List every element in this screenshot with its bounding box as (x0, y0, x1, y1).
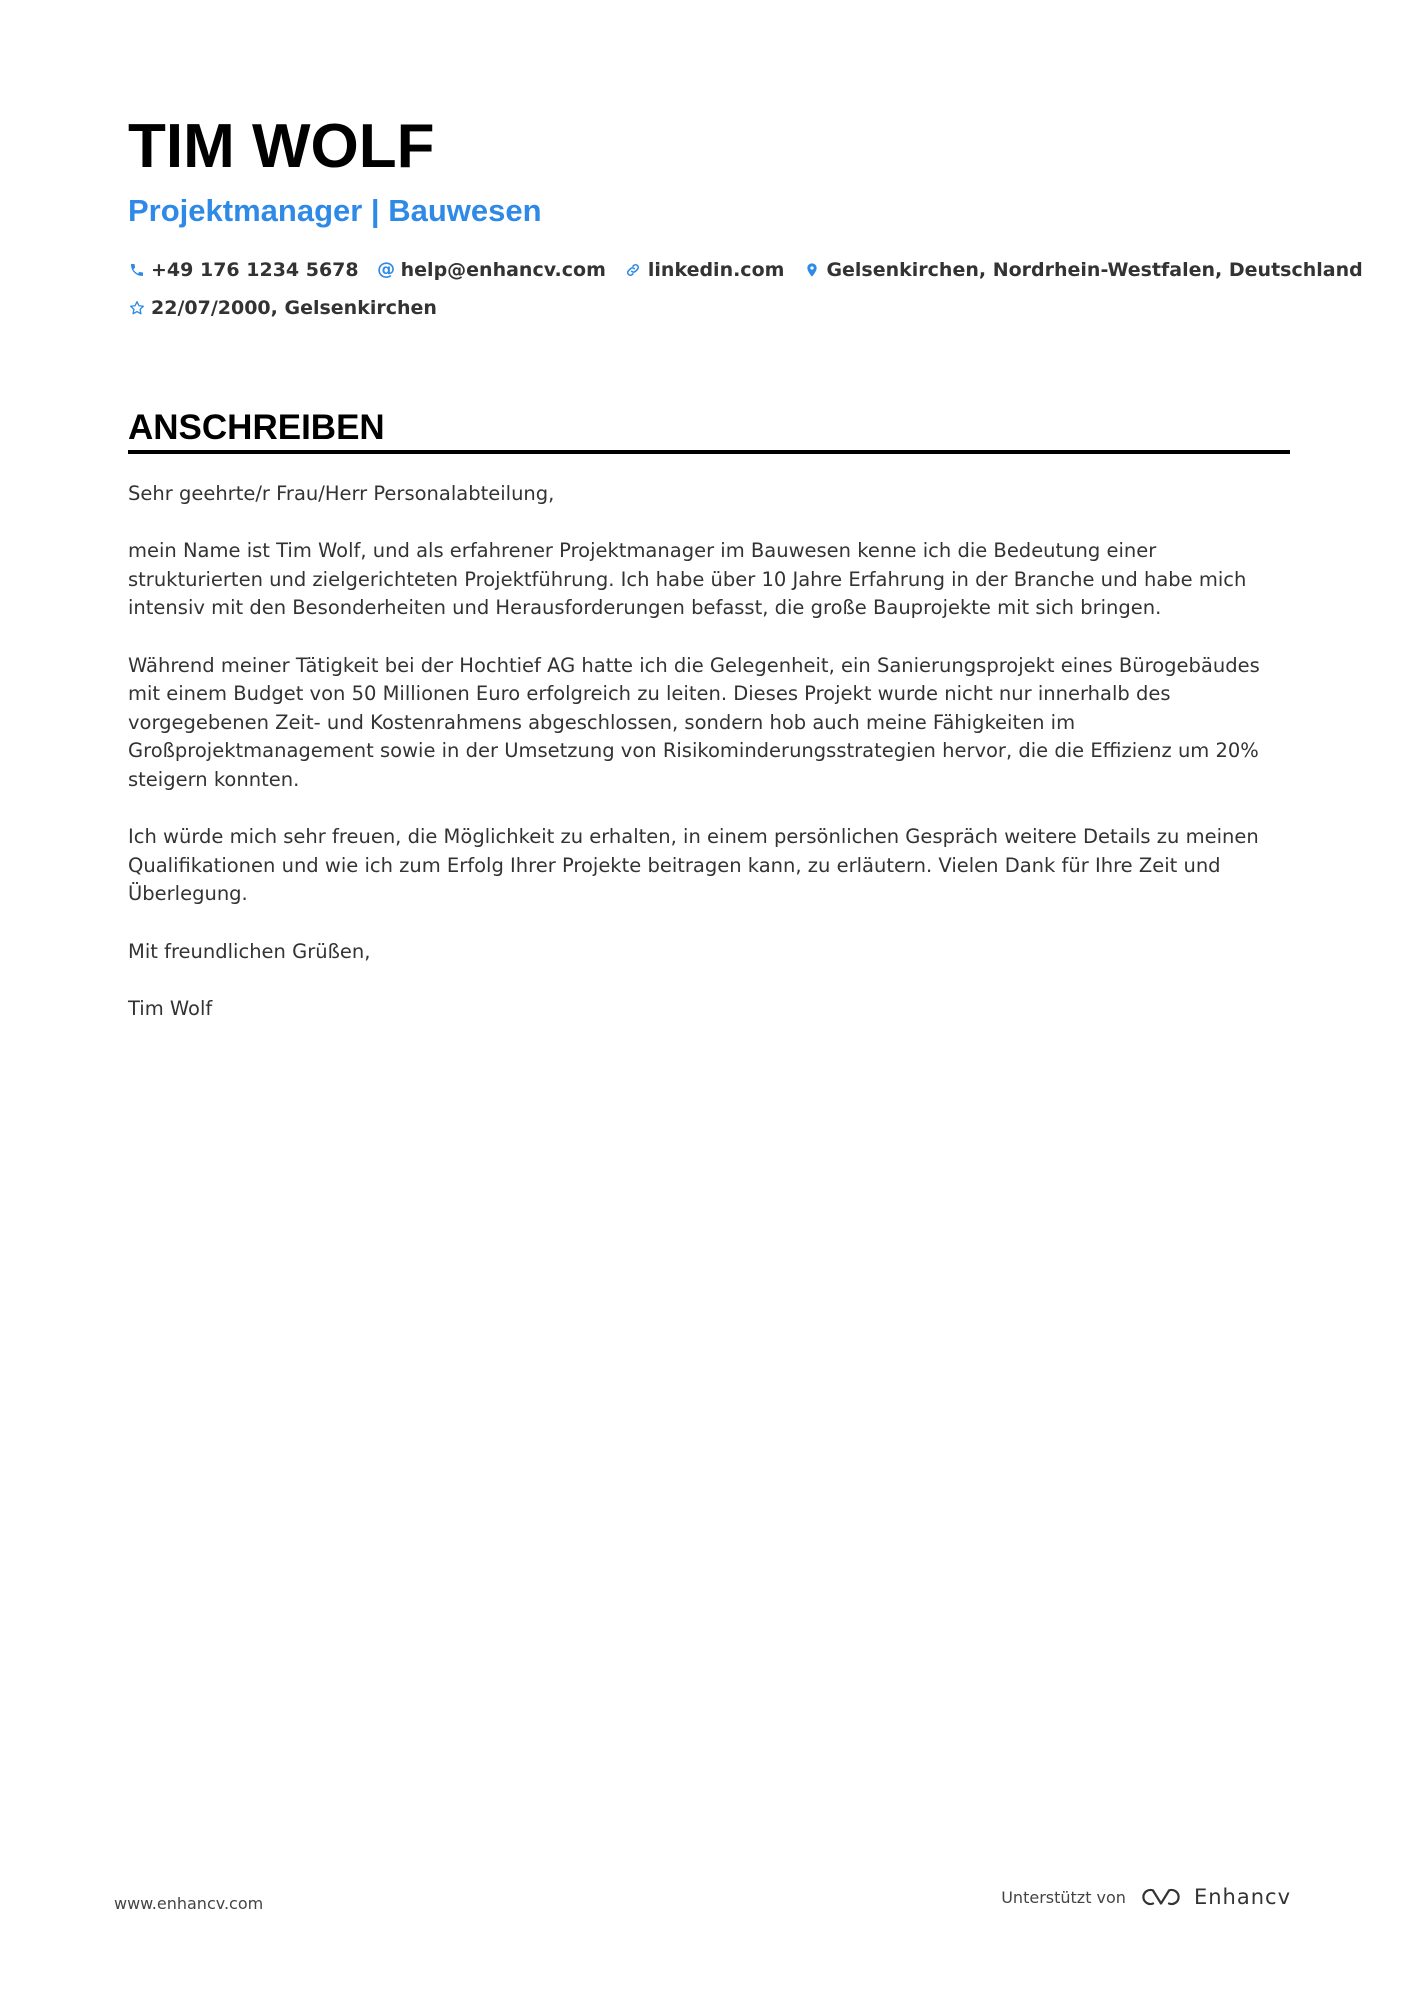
birth-text: 22/07/2000, Gelsenkirchen (151, 297, 437, 319)
job-title: Projektmanager | Bauwesen (128, 193, 542, 228)
contact-row-2 (128, 289, 1290, 327)
link-text[interactable]: linkedin.com (647, 259, 785, 281)
location-text: Gelsenkirchen, Nordrhein-Westfalen, Deutschland (826, 259, 1363, 281)
footer-website[interactable]: www.enhancv.com (114, 1894, 264, 1913)
location-pin-icon (803, 262, 820, 279)
link-icon (625, 262, 642, 279)
footer-branding (1001, 1884, 1291, 1910)
section-title: ANSCHREIBEN (128, 408, 385, 447)
phone-icon (128, 262, 145, 279)
at-icon: @ (377, 259, 396, 280)
letter-signature: Tim Wolf (128, 996, 213, 1020)
enhancv-logo-icon (1138, 1884, 1184, 1910)
contact-link[interactable] (625, 259, 785, 281)
contact-email[interactable] (378, 259, 606, 281)
contact-phone (128, 259, 359, 281)
letter-paragraph: mein Name ist Tim Wolf, und als erfahrener Projektmanager im Bauwesen kenne ich die Bedeutung einer strukturierten und zielgerichteten Projektführung. Ich habe über 10 Jahre Erfahrung in der Branche und habe mich intensiv mit den Besonderheiten und Herausforderungen befasst, die große Bauprojekte mit sich bringen. (128, 539, 1247, 620)
contact-info (128, 251, 1363, 327)
star-icon (128, 300, 145, 317)
section-divider (128, 450, 1290, 454)
candidate-name: TIM WOLF (128, 112, 435, 181)
phone-text: +49 176 1234 5678 (151, 259, 359, 281)
letter-salutation: Sehr geehrte/r Frau/Herr Personalabteilung, (128, 482, 555, 505)
contact-birth (128, 297, 437, 319)
email-text[interactable]: help@enhancv.com (400, 259, 606, 281)
letter-paragraph: Während meiner Tätigkeit bei der Hochtief AG hatte ich die Gelegenheit, ein Sanierungsprojekt eines Bürogebäudes mit einem Budget von 50 Millionen Euro erfolgreich zu leiten. Dieses Projekt wurde nicht nur innerhalb des vorgegebenen Zeit- und Kostenrahmens abgeschlossen, sondern hob auch meine Fähigkeiten im Großprojektmanagement sowie in der Umsetzung von Risikominderungsstrategien hervor, die die Effizienz um 20% steigern konnten. (128, 653, 1260, 791)
letter-paragraph: Ich würde mich sehr freuen, die Möglichkeit zu erhalten, in einem persönlichen Gespräch weitere Details zu meinen Qualifikationen und wie ich zum Erfolg Ihrer Projekte beitragen kann, zu erläutern. Vielen Dank für Ihre Zeit und Überlegung. (128, 825, 1259, 906)
letter-closing: Mit freundlichen Grüßen, (128, 939, 371, 963)
contact-location (803, 259, 1362, 281)
contact-row-1 (128, 251, 1363, 289)
powered-by-text: Unterstützt von (1001, 1887, 1126, 1907)
brand-name: Enhancv (1193, 1885, 1291, 1909)
cover-letter-body (128, 480, 1290, 1052)
